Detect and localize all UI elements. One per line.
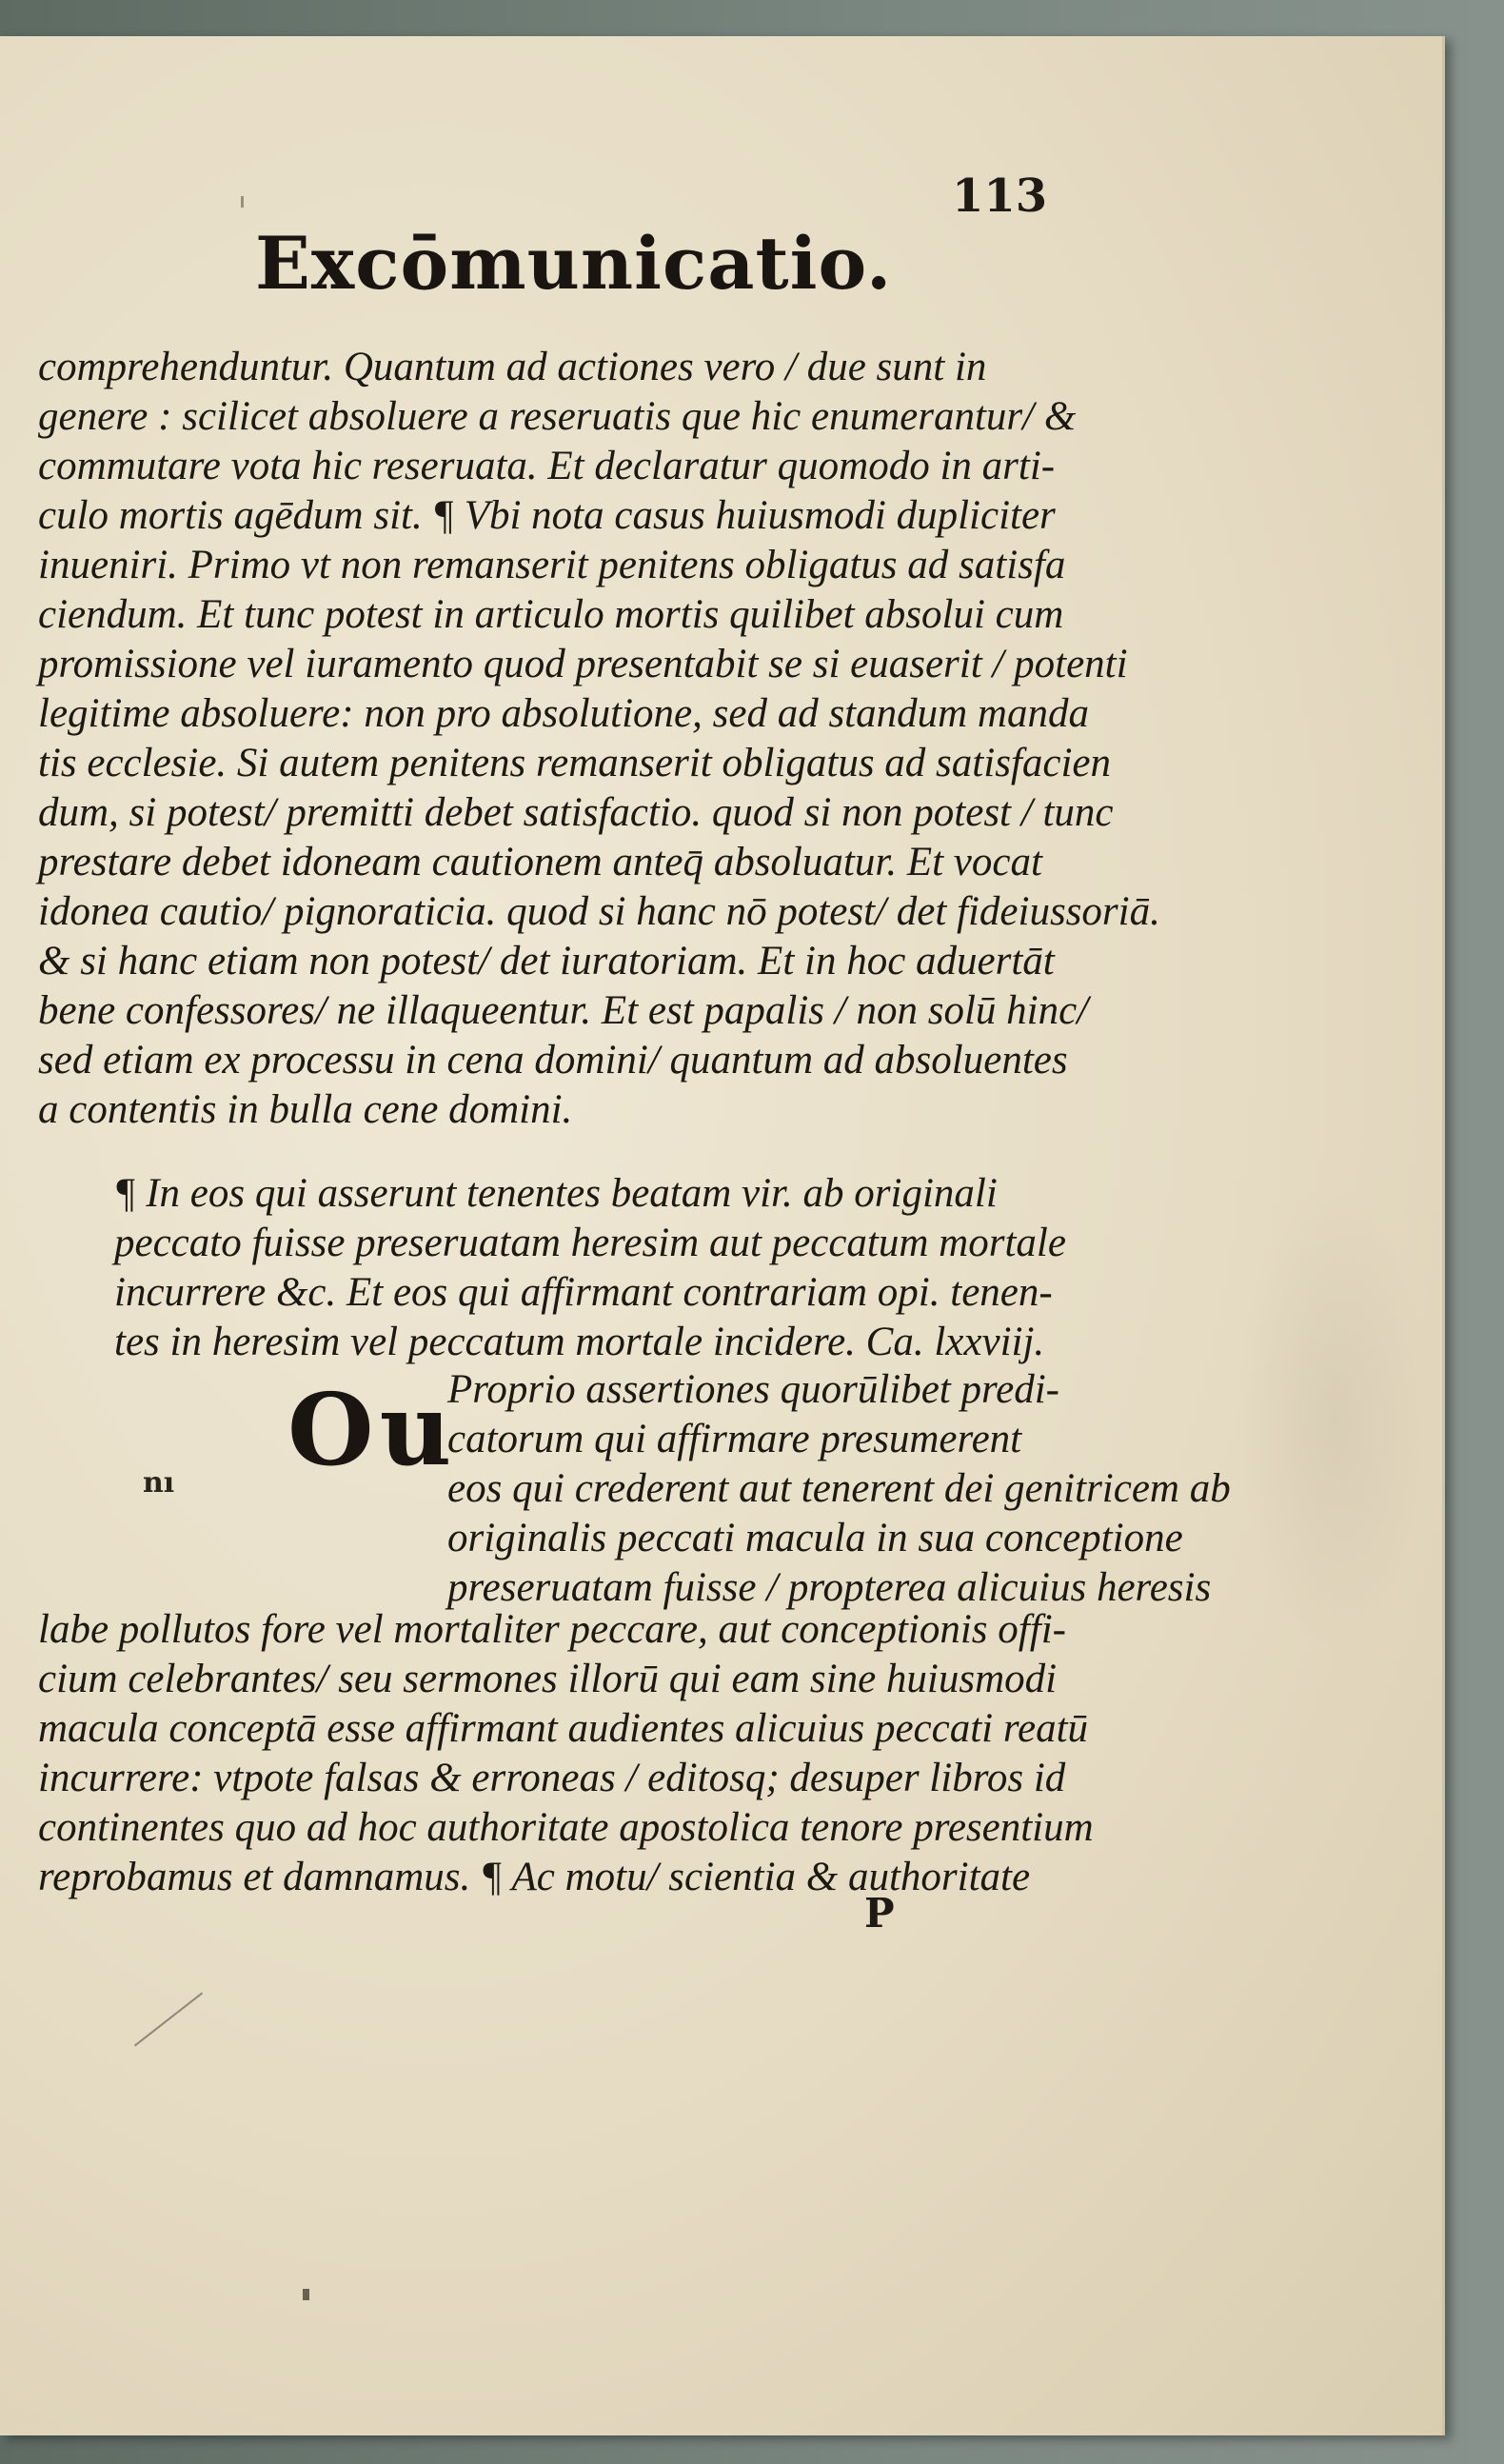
paragraph-decree-continued xyxy=(38,1605,1094,1902)
text-line: incurrere &c. Et eos qui affirmant contrariam opi. tenen- xyxy=(114,1270,1053,1315)
text-line: preseruatam fuisse / propterea alicuius heresis xyxy=(447,1565,1212,1610)
paragraph-rubric xyxy=(114,1169,1066,1367)
text-line: originalis peccati macula in sua conceptione xyxy=(447,1516,1183,1560)
text-line: peccato fuisse preseruatam heresim aut peccatum mortale xyxy=(114,1221,1066,1265)
text-line: tes in heresim vel peccatum mortale incidere. Ca. lxxviij. xyxy=(114,1320,1045,1364)
text-line: inueniri. Primo vt non remanserit penitens obligatus ad satisfa xyxy=(38,543,1066,587)
text-line: genere : scilicet absoluere a reseruatis que hic enumerantur/ & xyxy=(38,394,1077,439)
ink-speck xyxy=(303,2289,309,2300)
paragraph-absolution xyxy=(38,343,1160,1135)
text-line: dum, si potest/ premitti debet satisfactio. quod si non potest / tunc xyxy=(38,790,1114,835)
text-line: ciendum. Et tunc potest in articulo mortis quilibet absolui cum xyxy=(38,592,1064,637)
text-line: macula conceptā esse affirmant audientes alicuius peccati reatū xyxy=(38,1706,1089,1751)
text-line: culo mortis agēdum sit. ¶ Vbi nota casus huiusmodi dupliciter xyxy=(38,493,1056,538)
text-line: commutare vota hic reseruata. Et declaratur quomodo in arti- xyxy=(38,444,1056,488)
text-line: cium celebrantes/ seu sermones illorū qui eam sine huiusmodi xyxy=(38,1657,1058,1701)
ink-bleed-stain xyxy=(1237,1179,1428,1655)
text-line: ¶ In eos qui asserunt tenentes beatam vir. ab originali xyxy=(114,1171,998,1216)
text-line: eos qui crederent aut tenerent dei genitricem ab xyxy=(447,1466,1231,1511)
text-line: bene confessores/ ne illaqueentur. Et est papalis / non solū hinc/ xyxy=(38,988,1089,1033)
text-line: continentes quo ad hoc authoritate apostolica tenore presentium xyxy=(38,1805,1094,1850)
text-line: reprobamus et damnamus. ¶ Ac motu/ scientia & authoritate xyxy=(38,1855,1031,1899)
text-line: labe pollutos fore vel mortaliter peccare, aut conceptionis offi- xyxy=(38,1607,1066,1652)
text-line: & si hanc etiam non potest/ det iuratoriam. Et in hoc aduertāt xyxy=(38,939,1055,984)
text-line: sed etiam ex processu in cena domini/ quantum ad absoluentes xyxy=(38,1038,1068,1083)
paragraph-decree-opening xyxy=(447,1365,1231,1613)
text-line: incurrere: vtpote falsas & erroneas / editosq; desuper libros id xyxy=(38,1756,1066,1800)
folio-number: 113 xyxy=(952,169,1048,223)
decorated-initial: Ou xyxy=(287,1371,458,1488)
margin-note: nı xyxy=(143,1466,175,1500)
text-line: a contentis in bulla cene domini. xyxy=(38,1087,573,1132)
text-line: catorum qui affirmare presumerent xyxy=(447,1417,1022,1461)
text-line: idonea cautio/ pignoraticia. quod si hanc nō potest/ det fideiussoriā. xyxy=(38,889,1160,934)
ink-speck xyxy=(241,196,244,208)
running-header: Excōmunicatio. xyxy=(255,221,893,306)
signature-mark: P xyxy=(864,1890,895,1937)
text-line: comprehenduntur. Quantum ad actiones vero / due sunt in xyxy=(38,345,987,389)
text-line: legitime absoluere: non pro absolutione, sed ad standum manda xyxy=(38,691,1089,736)
text-line: promissione vel iuramento quod presentabit se si euaserit / potenti xyxy=(38,642,1128,686)
text-line: tis ecclesie. Si autem penitens remanserit obligatus ad satisfacien xyxy=(38,741,1111,785)
text-line: Proprio assertiones quorūlibet predi- xyxy=(447,1367,1059,1412)
text-line: prestare debet idoneam cautionem anteq̄ absoluatur. Et vocat xyxy=(38,840,1042,884)
